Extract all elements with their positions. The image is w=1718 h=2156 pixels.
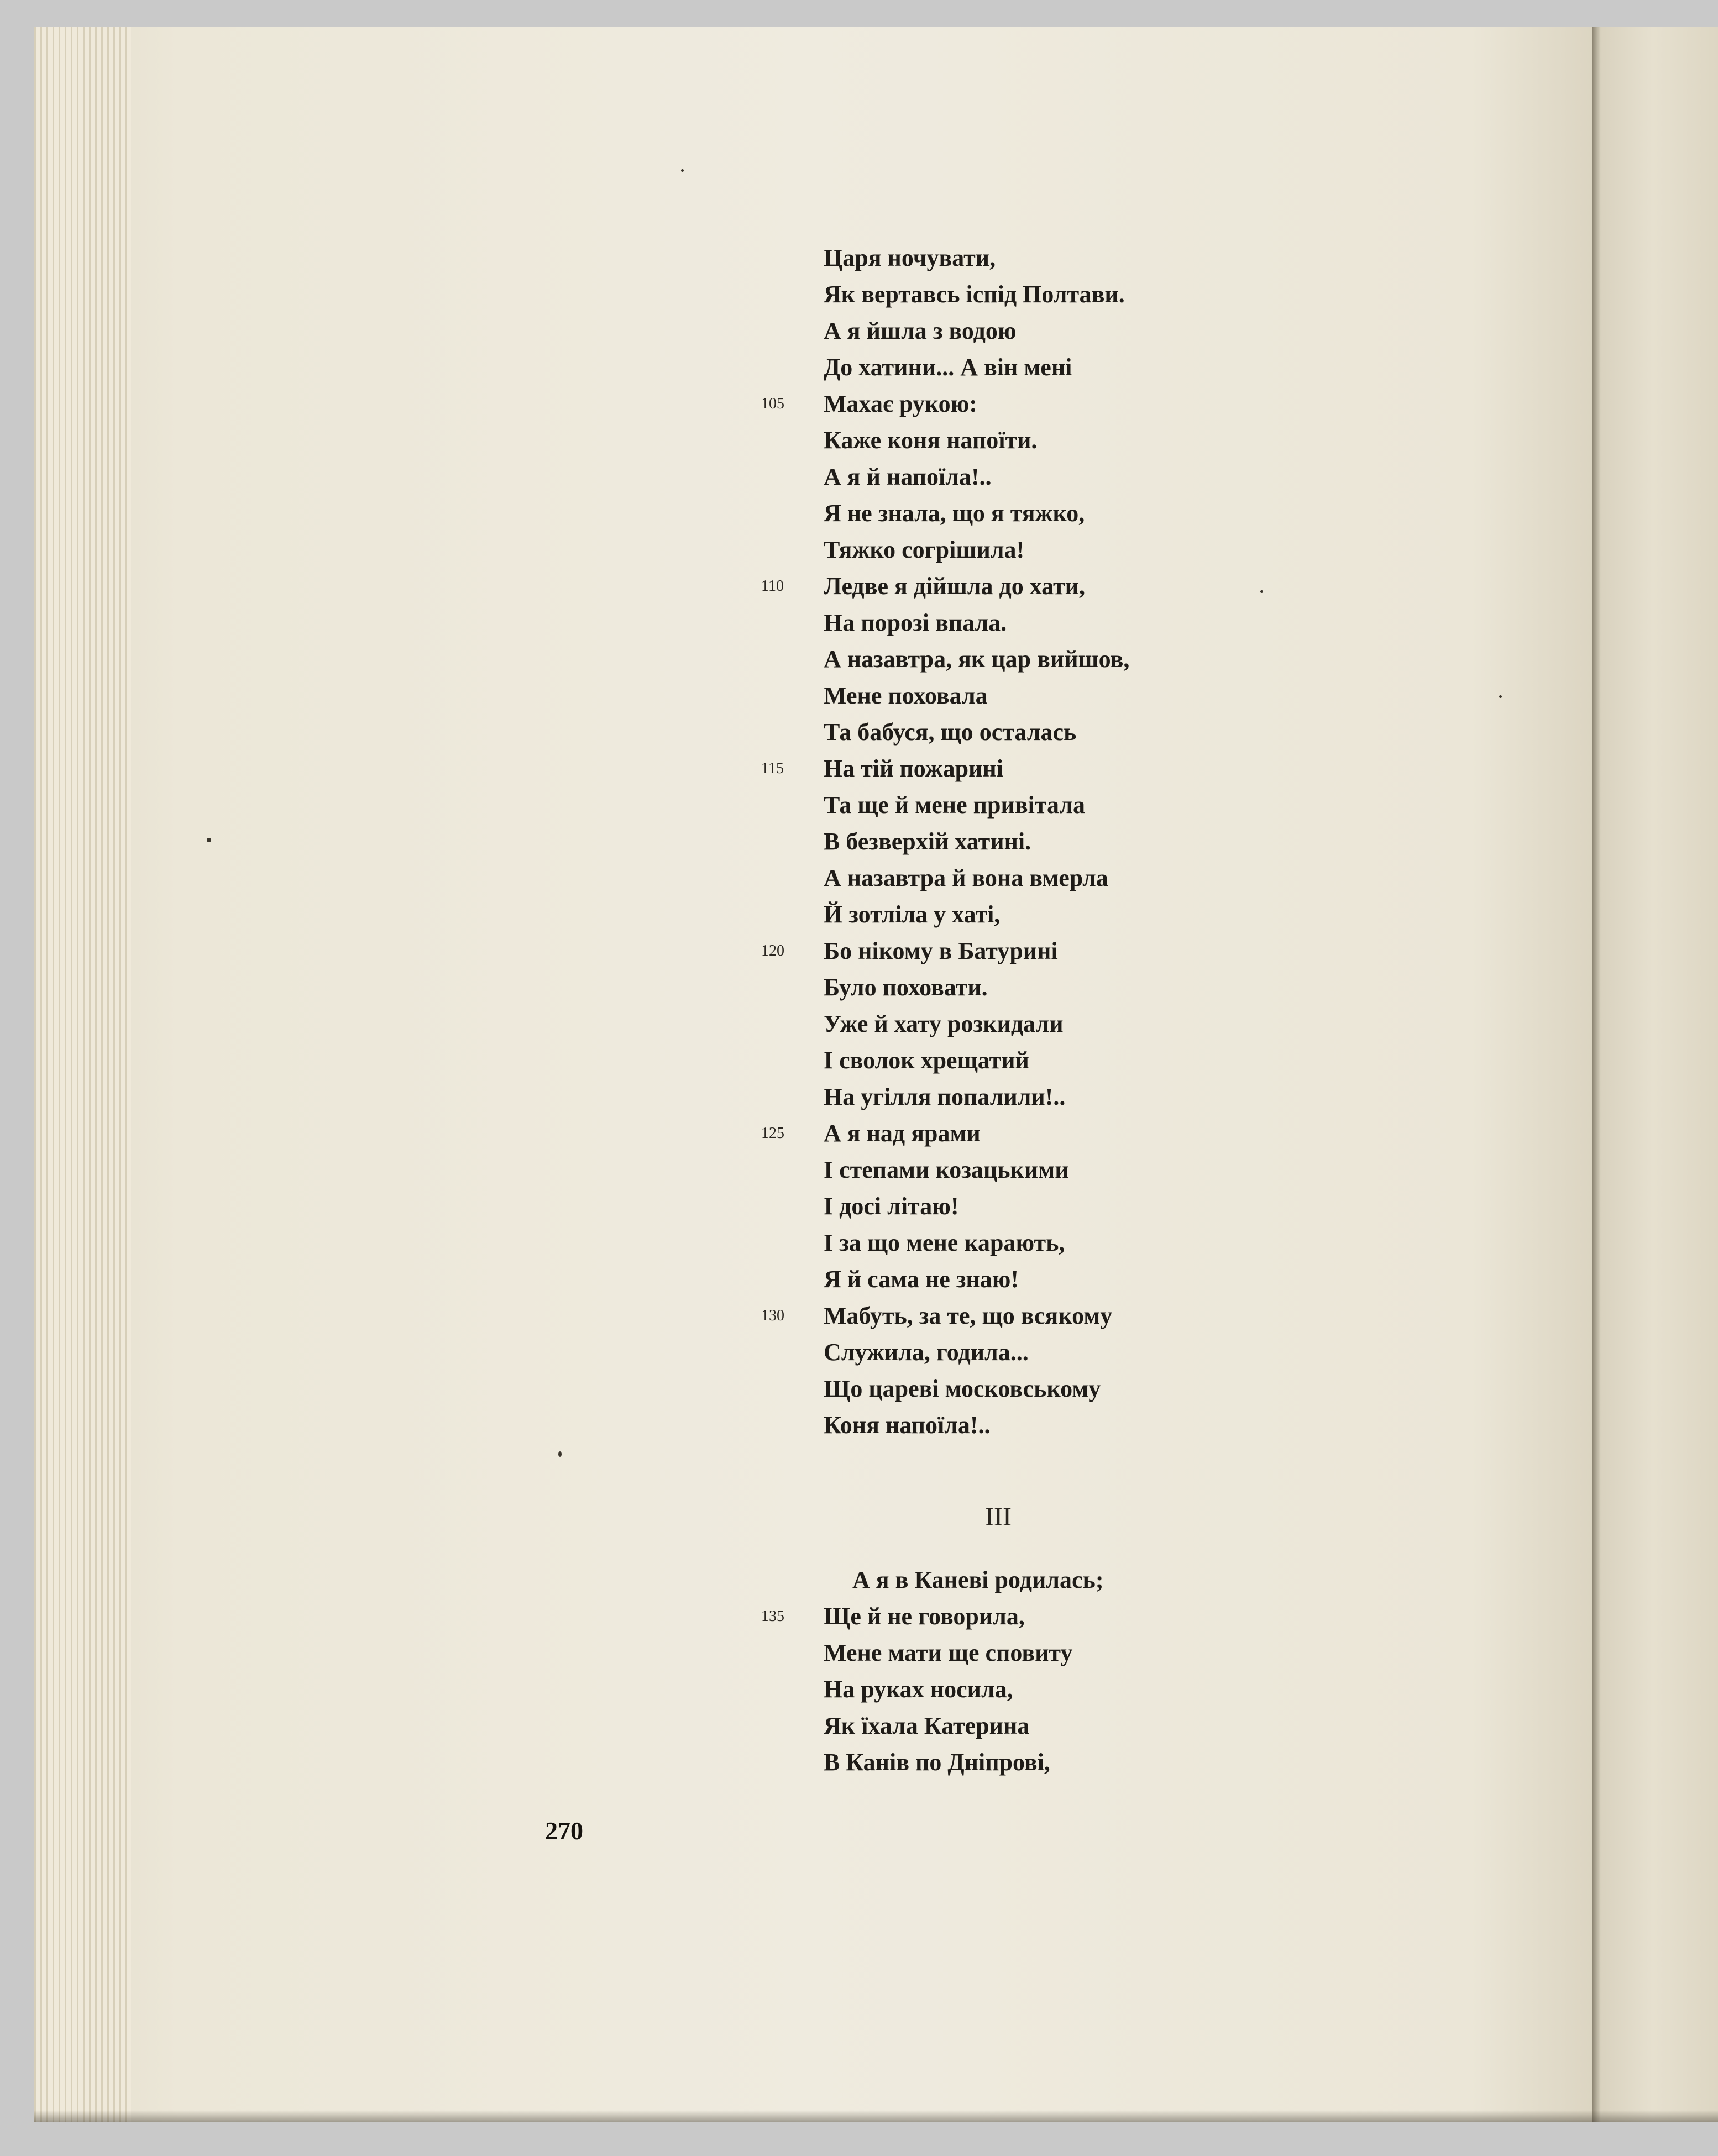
poem-line: І досі літаю! — [824, 1193, 959, 1220]
poem-line: Я не знала, що я тяжко, — [824, 500, 1085, 527]
right-page-edge — [1592, 27, 1718, 2122]
poem-line: А я в Каневі родилась; — [852, 1566, 1104, 1593]
poem-line: Як їхала Катерина — [824, 1712, 1030, 1739]
poem-line: До хатини... А він мені — [824, 354, 1072, 381]
poem-line: І сволок хрещатий — [824, 1047, 1029, 1074]
poem-line: Та ще й мене привітала — [824, 791, 1086, 819]
poem-line: І за що мене карають, — [824, 1229, 1065, 1256]
line-number: 135 — [761, 1608, 784, 1625]
page-edges — [34, 27, 131, 2122]
poem-line: На тій пожарині — [824, 755, 1003, 782]
poem-line: Ще й не говорила, — [824, 1603, 1025, 1630]
poem-line: А я над ярами — [824, 1120, 981, 1147]
poem-line: А я йшла з водою — [824, 317, 1017, 344]
poem-line: На руках носила, — [824, 1676, 1013, 1703]
poem-line: Мене мати ще сповиту — [824, 1639, 1073, 1666]
poem-line: Та бабуся, що осталась — [824, 718, 1077, 746]
poem-line: Було поховати. — [824, 974, 988, 1001]
poem-line: А я й напоїла!.. — [824, 463, 992, 490]
poem-line: Мене поховала — [824, 682, 988, 709]
poem-line: Я й сама не знаю! — [824, 1266, 1019, 1293]
poem-line: В безверхій хатині. — [824, 828, 1031, 855]
line-number: 115 — [761, 760, 784, 777]
left-page — [34, 27, 1592, 2122]
paper-speck — [681, 169, 684, 172]
poem-line: Уже й хату розкидали — [824, 1010, 1064, 1037]
line-number: 130 — [761, 1307, 784, 1324]
poem-line: Царя ночувати, — [824, 244, 996, 271]
paper-speck — [207, 838, 211, 842]
page-number: 270 — [545, 1817, 583, 1845]
poem-line: А назавтра, як цар вийшов, — [824, 646, 1130, 673]
scanned-book-spread — [34, 27, 1718, 2122]
poem-line: А назавтра й вона вмерла — [824, 864, 1108, 891]
poem-line: Що цареві московському — [824, 1375, 1101, 1402]
poem-line: І степами козацькими — [824, 1156, 1069, 1183]
paper-speck — [558, 1451, 562, 1457]
poem-line: Ледве я дійшла до хати, — [824, 573, 1085, 600]
section-heading: III — [985, 1502, 1012, 1531]
poem-line: Коня напоїла!.. — [824, 1412, 991, 1439]
paper-speck — [1499, 695, 1502, 698]
poem-line: Мабуть, за те, що всякому — [824, 1302, 1113, 1329]
paper-speck — [1260, 590, 1263, 593]
poem-line: Каже коня напоїти. — [824, 427, 1038, 454]
poem-line: Бо нікому в Батурині — [824, 937, 1058, 964]
poem-line: На угілля попалили!.. — [824, 1083, 1066, 1110]
poem-line: На порозі впала. — [824, 609, 1007, 636]
line-number: 110 — [761, 578, 784, 595]
poem-line: Служила, годила... — [824, 1339, 1029, 1366]
line-number: 120 — [761, 942, 784, 959]
line-number: 105 — [761, 395, 784, 412]
poem-line: Й зотліла у хаті, — [824, 901, 1001, 928]
poem-line: Як вертавсь іспід Полтави. — [824, 281, 1125, 308]
poem-line: Тяжко согрішила! — [824, 536, 1025, 563]
line-number: 125 — [761, 1125, 784, 1142]
poem-line: Махає рукою: — [824, 390, 977, 417]
poem-line: В Канів по Дніпрові, — [824, 1749, 1050, 1776]
binding-shadow — [34, 2110, 1718, 2122]
